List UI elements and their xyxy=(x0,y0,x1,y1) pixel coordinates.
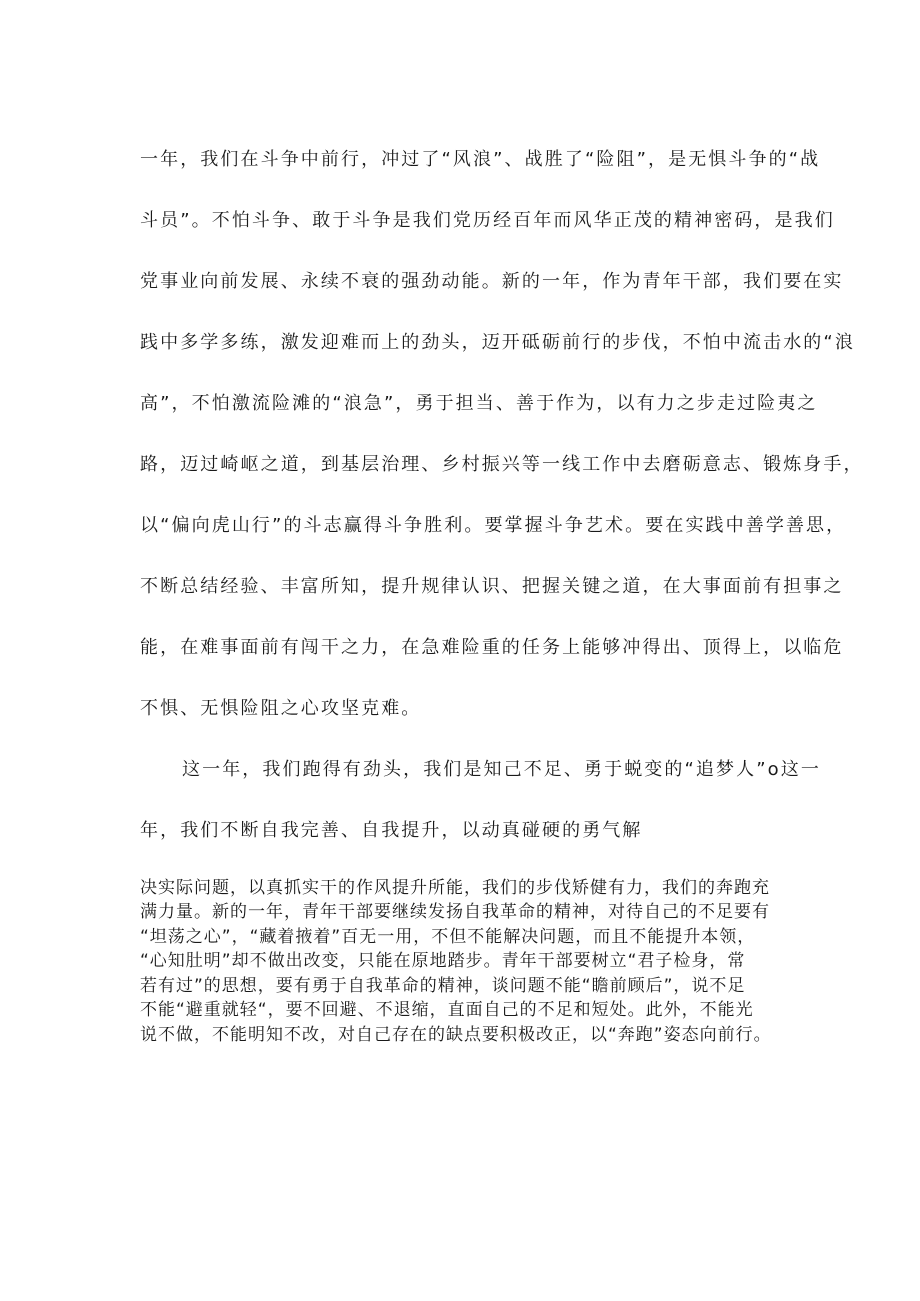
paragraph-3-line-1: 决实际问题，以真抓实干的作风提升所能，我们的步伐矫健有力，我们的奔跑充 xyxy=(140,878,770,898)
paragraph-3-line-5: 若有过”的思想，要有勇于自我革命的精神，谈问题不能“瞻前顾后”，说不足 xyxy=(140,976,746,996)
paragraph-1-line-1: 一年，我们在斗争中前行，冲过了“风浪”、战胜了“险阻”，是无惧斗争的“战 xyxy=(140,149,821,170)
paragraph-3-line-7: 说不做，不能明知不改，对自己存在的缺点要积极改正，以“奔跑”姿态向前行。 xyxy=(140,1025,772,1045)
paragraph-3-line-4: “心知肚明”却不做出改变，只能在原地踏步。青年干部要树立“君子检身，常 xyxy=(140,951,746,971)
paragraph-1-line-5: 高”，不怕激流险滩的“浪急”，勇于担当、善于作为，以有力之步走过险夷之 xyxy=(140,393,818,414)
paragraph-3-line-3: “坦荡之心”，“藏着掖着”百无一用，不但不能解决问题，而且不能提升本领， xyxy=(140,927,756,947)
paragraph-2-line-2: 年，我们不断自我完善、自我提升，以动真碰硬的勇气解 xyxy=(140,820,643,841)
paragraph-1-line-4: 践中多学多练，激发迎难而上的劲头，迈开砥砺前行的步伐，不怕中流击水的“浪 xyxy=(140,332,855,353)
paragraph-1-line-6: 路，迈过崎岖之道，到基层治理、乡村振兴等一线工作中去磨砺意志、锻炼身手， xyxy=(140,454,864,475)
paragraph-1-line-9: 能，在难事面前有闯干之力，在急难险重的任务上能够冲得出、顶得上，以临危 xyxy=(140,637,844,658)
paragraph-2-line-1: 这一年，我们跑得有劲头，我们是知己不足、勇于蜕变的“追梦人”o这一 xyxy=(182,759,821,780)
paragraph-3-line-6: 不能“避重就轻“，要不回避、不退缩，直面自己的不足和短处。此外，不能光 xyxy=(140,1000,754,1020)
paragraph-1-line-10: 不惧、无惧险阻之心攻坚克难。 xyxy=(140,698,422,719)
paragraph-3-line-2: 满力量。新的一年，青年干部要继续发扬自我革命的精神，对待自己的不足要有 xyxy=(140,902,770,922)
paragraph-1-line-3: 党事业向前发展、永续不衰的强劲动能。新的一年，作为青年干部，我们要在实 xyxy=(140,271,844,292)
paragraph-1-line-2: 斗员”。不怕斗争、敢于斗争是我们党历经百年而风华正茂的精神密码，是我们 xyxy=(140,210,835,231)
paragraph-1-line-8: 不断总结经验、丰富所知，提升规律认识、把握关键之道，在大事面前有担事之 xyxy=(140,576,844,597)
paragraph-1-line-7: 以“偏向虎山行”的斗志赢得斗争胜利。要掌握斗争艺术。要在实践中善学善思， xyxy=(140,515,847,536)
